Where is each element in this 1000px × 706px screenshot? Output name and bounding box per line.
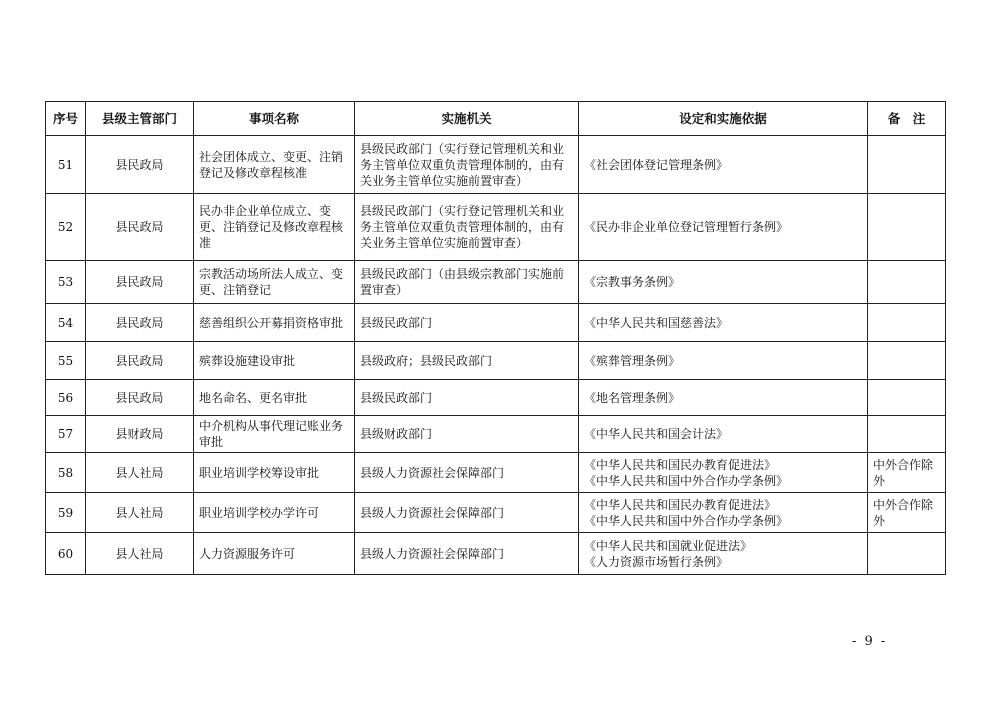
- row-agency: 县级人力资源社会保障部门: [355, 533, 579, 575]
- table-row: [46, 261, 946, 304]
- row-item: 中介机构从事代理记账业务审批: [194, 416, 355, 453]
- row-basis: 《社会团体登记管理条例》: [579, 136, 868, 194]
- header-dept: 县级主管部门: [86, 102, 194, 136]
- row-basis: 《中华人民共和国就业促进法》 《人力资源市场暂行条例》: [579, 533, 868, 575]
- row-note: [868, 261, 946, 304]
- row-dept: 县民政局: [86, 194, 194, 261]
- row-item: 职业培训学校筹设审批: [194, 453, 355, 493]
- row-note: [868, 380, 946, 416]
- row-basis: 《地名管理条例》: [579, 380, 868, 416]
- header-agency: 实施机关: [355, 102, 579, 136]
- row-item: 人力资源服务许可: [194, 533, 355, 575]
- row-basis: 《民办非企业单位登记管理暂行条例》: [579, 194, 868, 261]
- row-dept: 县民政局: [86, 380, 194, 416]
- row-no: 51: [46, 136, 86, 194]
- row-no: 53: [46, 261, 86, 304]
- row-agency: 县级民政部门: [355, 380, 579, 416]
- row-agency: 县级财政部门: [355, 416, 579, 453]
- row-item: 殡葬设施建设审批: [194, 342, 355, 380]
- row-dept: 县人社局: [86, 493, 194, 533]
- row-note: [868, 416, 946, 453]
- row-agency: 县级民政部门: [355, 304, 579, 342]
- table-row: [46, 380, 946, 416]
- row-no: 55: [46, 342, 86, 380]
- row-no: 57: [46, 416, 86, 453]
- row-note: [868, 533, 946, 575]
- items-table: [45, 101, 946, 575]
- table-row: [46, 304, 946, 342]
- row-basis: 《宗教事务条例》: [579, 261, 868, 304]
- row-no: 58: [46, 453, 86, 493]
- row-dept: 县人社局: [86, 533, 194, 575]
- header-basis: 设定和实施依据: [579, 102, 868, 136]
- table-row: [46, 194, 946, 261]
- row-agency: 县级人力资源社会保障部门: [355, 453, 579, 493]
- row-basis: 《中华人民共和国会计法》: [579, 416, 868, 453]
- row-basis: 《中华人民共和国慈善法》: [579, 304, 868, 342]
- row-agency: 县级民政部门（实行登记管理机关和业务主管单位双重负责管理体制的，由有关业务主管单位实施前置审查）: [355, 194, 579, 261]
- row-note: [868, 136, 946, 194]
- row-note: [868, 342, 946, 380]
- row-agency: 县级民政部门（实行登记管理机关和业务主管单位双重负责管理体制的，由有关业务主管单位实施前置审查）: [355, 136, 579, 194]
- row-agency: 县级政府；县级民政部门: [355, 342, 579, 380]
- row-agency: 县级民政部门（由县级宗教部门实施前置审查）: [355, 261, 579, 304]
- table-header-row: [46, 102, 946, 136]
- header-no: 序号: [46, 102, 86, 136]
- table-row: [46, 416, 946, 453]
- row-item: 慈善组织公开募捐资格审批: [194, 304, 355, 342]
- row-item: 民办非企业单位成立、变更、注销登记及修改章程核准: [194, 194, 355, 261]
- table-row: [46, 533, 946, 575]
- row-basis: 《中华人民共和国民办教育促进法》 《中华人民共和国中外合作办学条例》: [579, 453, 868, 493]
- row-no: 52: [46, 194, 86, 261]
- row-basis: 《中华人民共和国民办教育促进法》 《中华人民共和国中外合作办学条例》: [579, 493, 868, 533]
- row-item: 社会团体成立、变更、注销登记及修改章程核准: [194, 136, 355, 194]
- header-note: 备 注: [868, 102, 946, 136]
- row-note: 中外合作除外: [868, 493, 946, 533]
- row-item: 职业培训学校办学许可: [194, 493, 355, 533]
- row-note: [868, 304, 946, 342]
- row-agency: 县级人力资源社会保障部门: [355, 493, 579, 533]
- row-basis: 《殡葬管理条例》: [579, 342, 868, 380]
- row-dept: 县财政局: [86, 416, 194, 453]
- row-item: 地名命名、更名审批: [194, 380, 355, 416]
- table-row: [46, 136, 946, 194]
- table-row: [46, 453, 946, 493]
- row-item: 宗教活动场所法人成立、变更、注销登记: [194, 261, 355, 304]
- page-number: - 9 -: [852, 634, 888, 649]
- row-no: 60: [46, 533, 86, 575]
- row-dept: 县人社局: [86, 453, 194, 493]
- header-item: 事项名称: [194, 102, 355, 136]
- row-note: [868, 194, 946, 261]
- row-note: 中外合作除外: [868, 453, 946, 493]
- row-dept: 县民政局: [86, 342, 194, 380]
- row-dept: 县民政局: [86, 136, 194, 194]
- row-dept: 县民政局: [86, 304, 194, 342]
- row-dept: 县民政局: [86, 261, 194, 304]
- row-no: 59: [46, 493, 86, 533]
- row-no: 56: [46, 380, 86, 416]
- table-row: [46, 342, 946, 380]
- row-no: 54: [46, 304, 86, 342]
- table-row: [46, 493, 946, 533]
